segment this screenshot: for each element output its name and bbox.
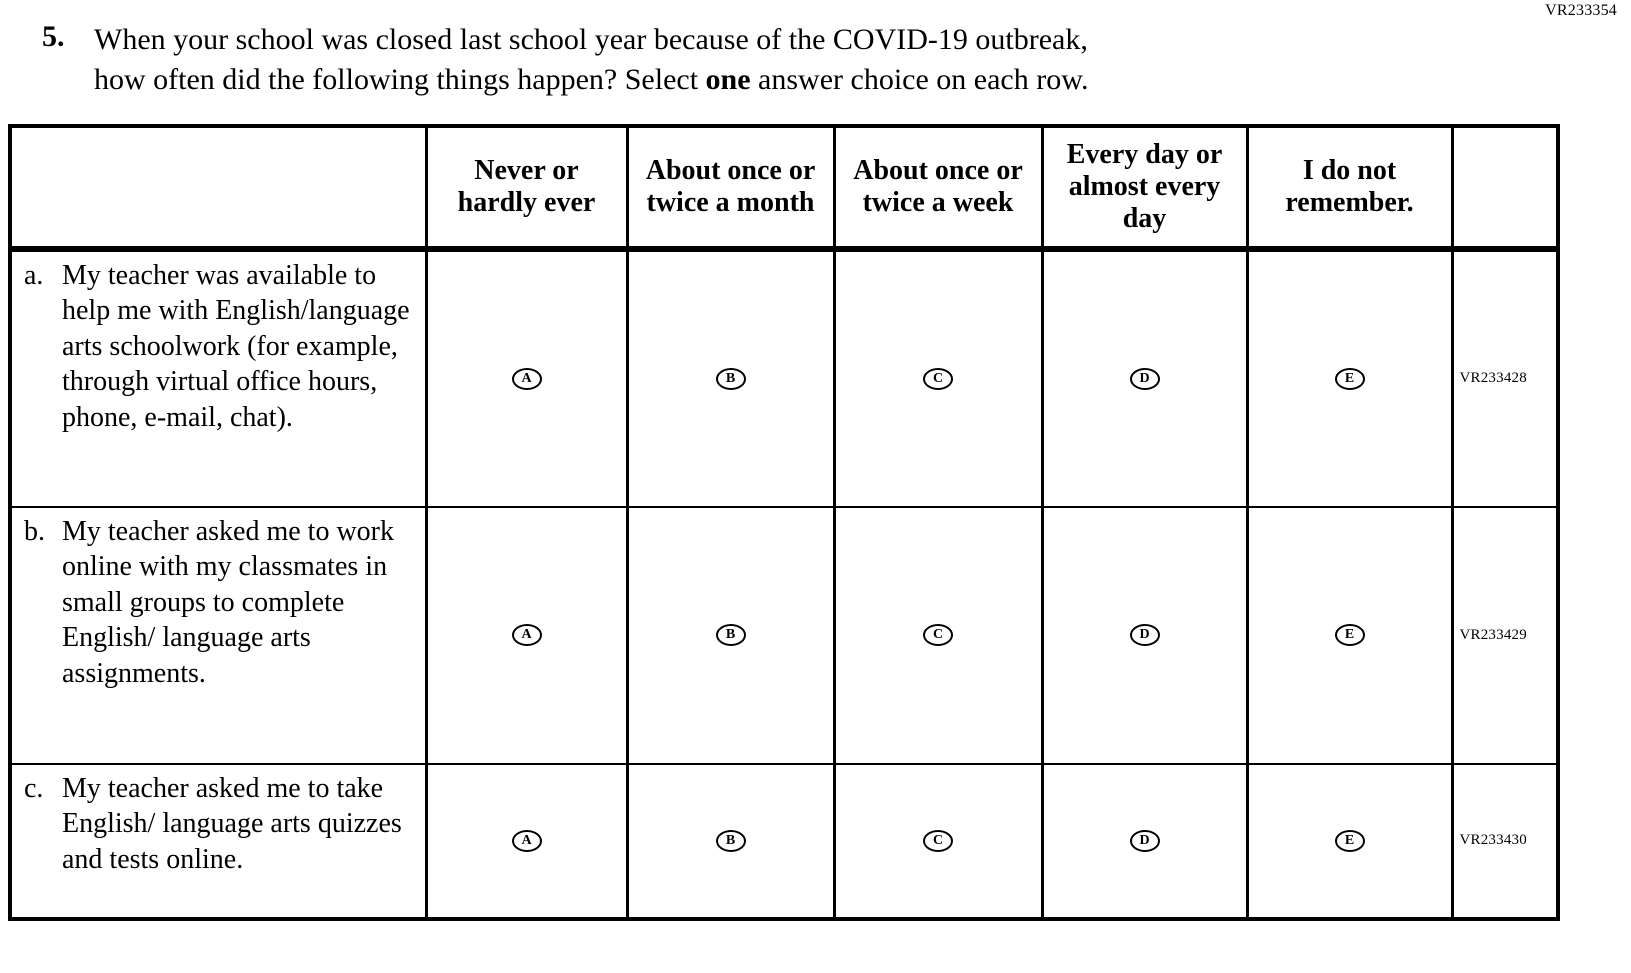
row-code: VR233428 [1452, 249, 1558, 507]
answer-bubble-b[interactable]: B [716, 368, 746, 390]
option-cell-c [834, 764, 1042, 919]
option-cell-e [1247, 764, 1452, 919]
row-code: VR233429 [1452, 507, 1558, 764]
column-header-once-week: About once or twice a week [834, 126, 1042, 249]
option-cell-c [834, 249, 1042, 507]
statement-cell [10, 249, 426, 507]
row-label: b. [24, 515, 45, 547]
question-line-2-after: answer choice on each row. [750, 62, 1089, 96]
row-statement: My teacher was available to help me with English/language arts schoolwork (for example, through virtual office hours, phone, e-mail, chat). [62, 259, 410, 433]
option-cell-b [627, 764, 834, 919]
answer-bubble-e[interactable]: E [1335, 368, 1365, 390]
question-line-2-before: how often did the following things happen? Select [94, 62, 706, 96]
option-cell-b [627, 507, 834, 764]
answer-bubble-a[interactable]: A [512, 368, 542, 390]
table-row-b [10, 507, 1558, 764]
question-line-2 [94, 60, 1088, 100]
option-cell-a [426, 249, 627, 507]
option-cell-e [1247, 507, 1452, 764]
question-line-1: When your school was closed last school year because of the COVID-19 outbreak, [94, 23, 1088, 56]
response-matrix [8, 124, 1560, 921]
column-header-every-day: Every day or almost every day [1042, 126, 1247, 249]
answer-bubble-a[interactable]: A [512, 624, 542, 646]
answer-bubble-c[interactable]: C [923, 368, 953, 390]
statement-header-cell [10, 126, 426, 249]
answer-bubble-e[interactable]: E [1335, 830, 1365, 852]
row-statement: My teacher asked me to work online with my classmates in small groups to complete English/ language arts assignments. [62, 515, 394, 689]
answer-bubble-a[interactable]: A [512, 830, 542, 852]
column-header-once-month: About once or twice a month [627, 126, 834, 249]
question-block [42, 20, 1631, 100]
answer-bubble-d[interactable]: D [1130, 368, 1160, 390]
answer-bubble-b[interactable]: B [716, 624, 746, 646]
answer-bubble-d[interactable]: D [1130, 624, 1160, 646]
option-cell-e [1247, 249, 1452, 507]
option-cell-a [426, 764, 627, 919]
option-cell-d [1042, 507, 1247, 764]
header-row [10, 126, 1558, 249]
option-cell-d [1042, 249, 1247, 507]
option-cell-c [834, 507, 1042, 764]
table-row-a [10, 249, 1558, 507]
row-code: VR233430 [1452, 764, 1558, 919]
answer-bubble-d[interactable]: D [1130, 830, 1160, 852]
statement-cell [10, 764, 426, 919]
question-line-2-bold: one [705, 62, 751, 96]
column-header-not-remember: I do not remember. [1247, 126, 1452, 249]
row-label: a. [24, 259, 44, 291]
row-statement: My teacher asked me to take English/ language arts quizzes and tests online. [62, 772, 402, 875]
row-label: c. [24, 772, 44, 804]
table-row-c [10, 764, 1558, 919]
answer-bubble-c[interactable]: C [923, 830, 953, 852]
option-cell-d [1042, 764, 1247, 919]
option-cell-a [426, 507, 627, 764]
question-text [94, 20, 1088, 100]
answer-bubble-e[interactable]: E [1335, 624, 1365, 646]
answer-bubble-c[interactable]: C [923, 624, 953, 646]
form-code: VR233354 [1545, 2, 1617, 19]
question-number: 5. [42, 20, 65, 53]
statement-cell [10, 507, 426, 764]
code-header-cell [1452, 126, 1558, 249]
column-header-never: Never or hardly ever [426, 126, 627, 249]
option-cell-b [627, 249, 834, 507]
answer-bubble-b[interactable]: B [716, 830, 746, 852]
